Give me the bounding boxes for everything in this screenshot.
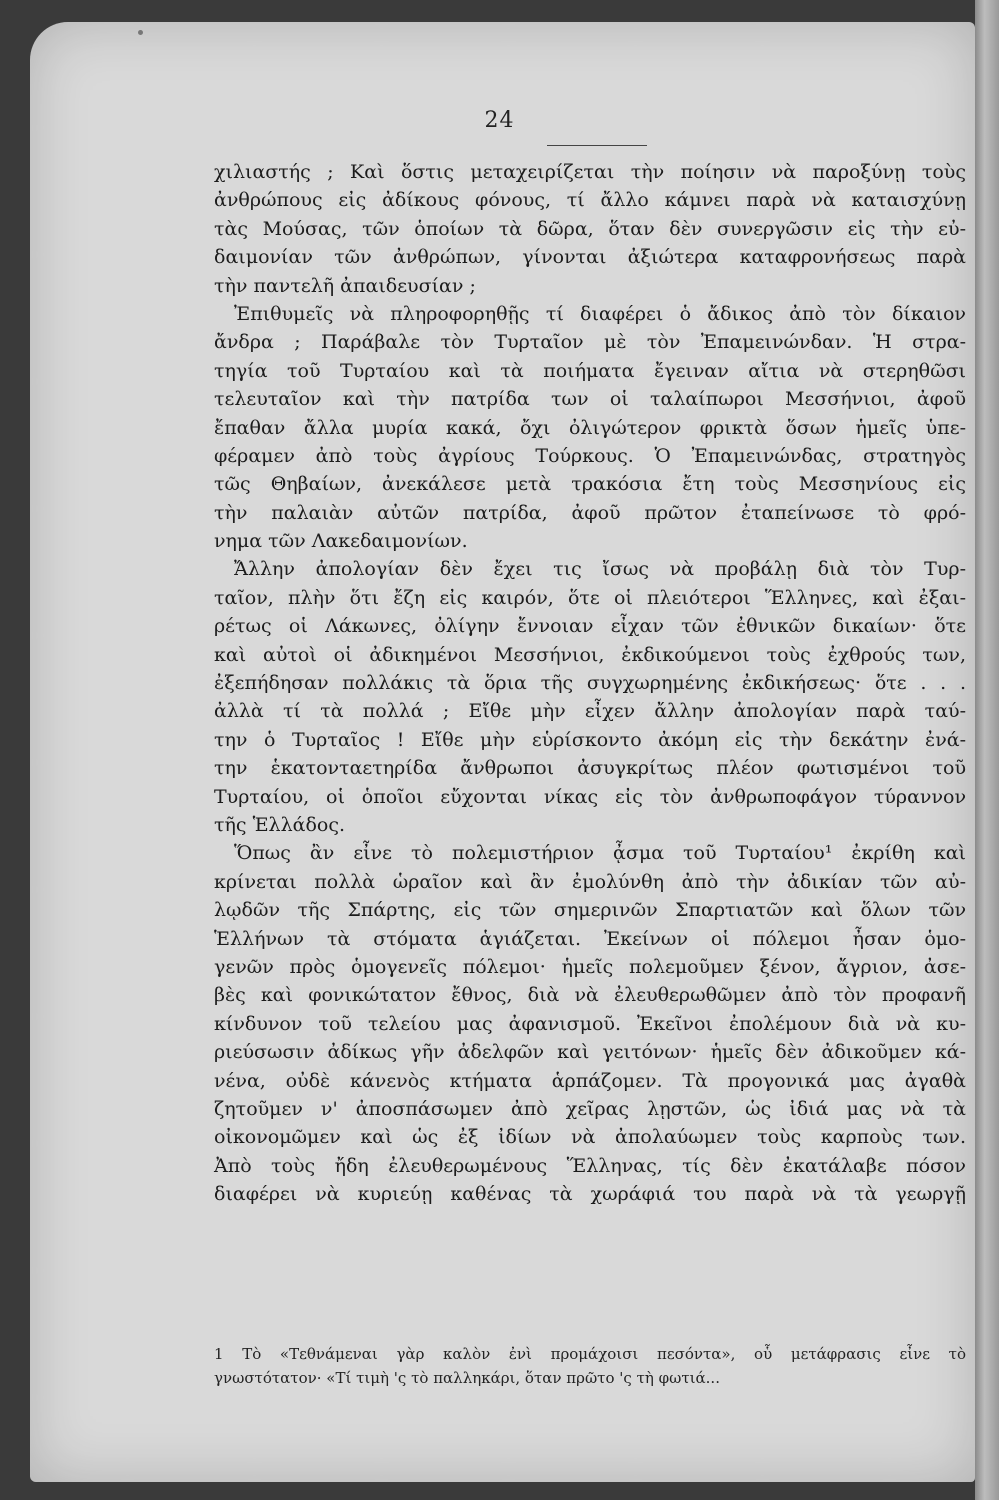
text-line: χιλιαστής ; Καὶ ὅστις μεταχειρίζεται τὴν ποίησιν νὰ παροξύνῃ τοὺς [214, 161, 966, 183]
footnote-line: 1 Τὸ «Τεθνάμεναι γὰρ καλὸν ἐνὶ προμάχοισι πεσόντα», οὗ μετάφρασις εἶνε τὸ [214, 1345, 966, 1363]
text-line: ταῖον, πλὴν ὅτι ἔζη εἰς καιρόν, ὅτε οἱ πλειότεροι Ἕλληνες, καὶ ἐξαι- [214, 586, 966, 609]
text-line: ρέτως οἱ Λάκωνες, ὀλίγην ἔννοιαν εἶχαν τῶν ἐθνικῶν δικαίων· ὅτε [214, 615, 966, 638]
text-line: ἀνθρώπους εἰς ἀδίκους φόνους, τί ἄλλο κάμνει παρὰ νὰ καταισχύνῃ [214, 189, 966, 212]
text-line: Τυρταίου, οἱ ὁποῖοι εὔχονται νίκας εἰς τὸν ἀνθρωποφάγον τύραννον [214, 785, 966, 808]
text-line: τηγία τοῦ Τυρταίου καὶ τὰ ποιήματα ἔγειναν αἴτια νὰ στερηθῶσι [214, 359, 966, 382]
text-line: Ἐπιθυμεῖς νὰ πληροφορηθῇς τί διαφέρει ὁ ἄδικος ἀπὸ τὸν δίκαιον [234, 302, 966, 325]
text-line: την ἑκατονταετηρίδα ἄνθρωποι ἀσυγκρίτως πλέον φωτισμένοι τοῦ [214, 757, 966, 780]
footnote-line: γνωστότατον· «Τί τιμὴ 'ς τὸ παλληκάρι, ὅταν πρῶτο 'ς τὴ φωτιά... [214, 1369, 720, 1387]
text-line: οἰκονομῶμεν καὶ ὡς ἐξ ἰδίων νὰ ἀπολαύωμεν τοὺς καρποὺς των. [214, 1126, 966, 1149]
header-rule [547, 145, 647, 146]
text-line: τὴν παντελῆ ἀπαιδευσίαν ; [214, 274, 476, 297]
text-line: τελευταῖον καὶ τὴν πατρίδα των οἱ ταλαίπωροι Μεσσήνιοι, ἀφοῦ [214, 388, 966, 411]
text-line: Ὅπως ἂν εἶνε τὸ πολεμιστήριον ᾆσμα τοῦ Τυρταίου¹ ἐκρίθη καὶ [234, 842, 966, 865]
text-line: ριεύσωσιν ἀδίκως γῆν ἀδελφῶν καὶ γειτόνων· ἡμεῖς δὲν ἀδικοῦμεν κά- [214, 1041, 966, 1064]
body-text [214, 158, 966, 1208]
page-number: 24 [484, 108, 515, 133]
text-line: Ἄλλην ἀπολογίαν δὲν ἔχει τις ἴσως νὰ προβάλῃ διὰ τὸν Τυρ- [234, 558, 966, 581]
text-line: ἀλλὰ τί τὰ πολλά ; Εἴθε μὴν εἶχεν ἄλλην ἀπολογίαν παρὰ ταύ- [214, 700, 966, 723]
text-line: λῳδῶν τῆς Σπάρτης, εἰς τῶν σημερινῶν Σπαρτιατῶν καὶ ὅλων τῶν [214, 899, 966, 922]
text-line: κίνδυνον τοῦ τελείου μας ἀφανισμοῦ. Ἐκεῖνοι ἐπολέμουν διὰ νὰ κυ- [214, 1012, 966, 1035]
ink-speck [138, 30, 143, 35]
text-line: ἔπαθαν ἄλλα μυρία κακά, ὄχι ὀλιγώτερον φρικτὰ ὅσων ἡμεῖς ὑπε- [214, 416, 966, 439]
text-line: τὴν παλαιὰν αὐτῶν πατρίδα, ἀφοῦ πρῶτον ἐταπείνωσε τὸ φρό- [214, 501, 966, 524]
text-line: τῶς Θηβαίων, ἀνεκάλεσε μετὰ τρακόσια ἔτη τοὺς Μεσσηνίους εἰς [214, 473, 966, 496]
text-line: βὲς καὶ φονικώτατον ἔθνος, διὰ νὰ ἐλευθερωθῶμεν ἀπὸ τὸν προφανῆ [214, 984, 966, 1007]
text-line: ἐξεπήδησαν πολλάκις τὰ ὅρια τῆς συγχωρημένης ἐκδικήσεως· ὅτε . . . [214, 672, 966, 695]
footnote [214, 1342, 966, 1390]
text-line: κρίνεται πολλὰ ὡραῖον καὶ ἂν ἐμολύνθη ἀπὸ τὴν ἀδικίαν τῶν αὐ- [214, 870, 966, 893]
text-line: καὶ αὐτοὶ οἱ ἀδικημένοι Μεσσήνιοι, ἐκδικούμενοι τοὺς ἐχθρούς των, [214, 643, 966, 666]
text-line: τὰς Μούσας, τῶν ὁποίων τὰ δῶρα, ὅταν δὲν συνεργῶσιν εἰς τὴν εὐ- [214, 217, 966, 240]
text-line: διαφέρει νὰ κυριεύῃ καθένας τὰ χωράφιά του παρὰ νὰ τὰ γεωργῇ [214, 1183, 966, 1206]
text-line: τῆς Ἑλλάδος. [214, 813, 346, 836]
text-line: ζητοῦμεν ν' ἀποσπάσωμεν ἀπὸ χεῖρας λῃστῶν, ὡς ἰδιά μας νὰ τὰ [214, 1097, 966, 1120]
text-line: την ὁ Τυρταῖος ! Εἴθε μὴν εὑρίσκοντο ἀκόμη εἰς τὴν δεκάτην ἐνά- [214, 728, 966, 751]
text-line: νημα τῶν Λακεδαιμονίων. [214, 530, 468, 553]
text-line: δαιμονίαν τῶν ἀνθρώπων, γίνονται ἀξιώτερα καταφρονήσεως παρὰ [214, 246, 966, 269]
next-page-edge [975, 0, 999, 1500]
text-line: Ἀπὸ τοὺς ἤδη ἐλευθερωμένους Ἕλληνας, τίς δὲν ἐκατάλαβε πόσον [214, 1154, 966, 1177]
text-line: νένα, οὐδὲ κάνενὸς κτήματα ἁρπάζομεν. Τὰ προγονικά μας ἀγαθὰ [214, 1069, 966, 1092]
text-line: Ἑλλήνων τὰ στόματα ἁγιάζεται. Ἐκείνων οἱ πόλεμοι ἦσαν ὁμο- [214, 927, 966, 950]
text-line: φέραμεν ἀπὸ τοὺς ἀγρίους Τούρκους. Ὁ Ἐπαμεινώνδας, στρατηγὸς [214, 444, 966, 467]
text-line: ἄνδρα ; Παράβαλε τὸν Τυρταῖον μὲ τὸν Ἐπαμεινώνδαν. Ἡ στρα- [214, 331, 966, 354]
text-line: γενῶν πρὸς ὁμογενεῖς πόλεμοι· ἡμεῖς πολεμοῦμεν ξένον, ἄγριον, ἀσε- [214, 955, 966, 978]
